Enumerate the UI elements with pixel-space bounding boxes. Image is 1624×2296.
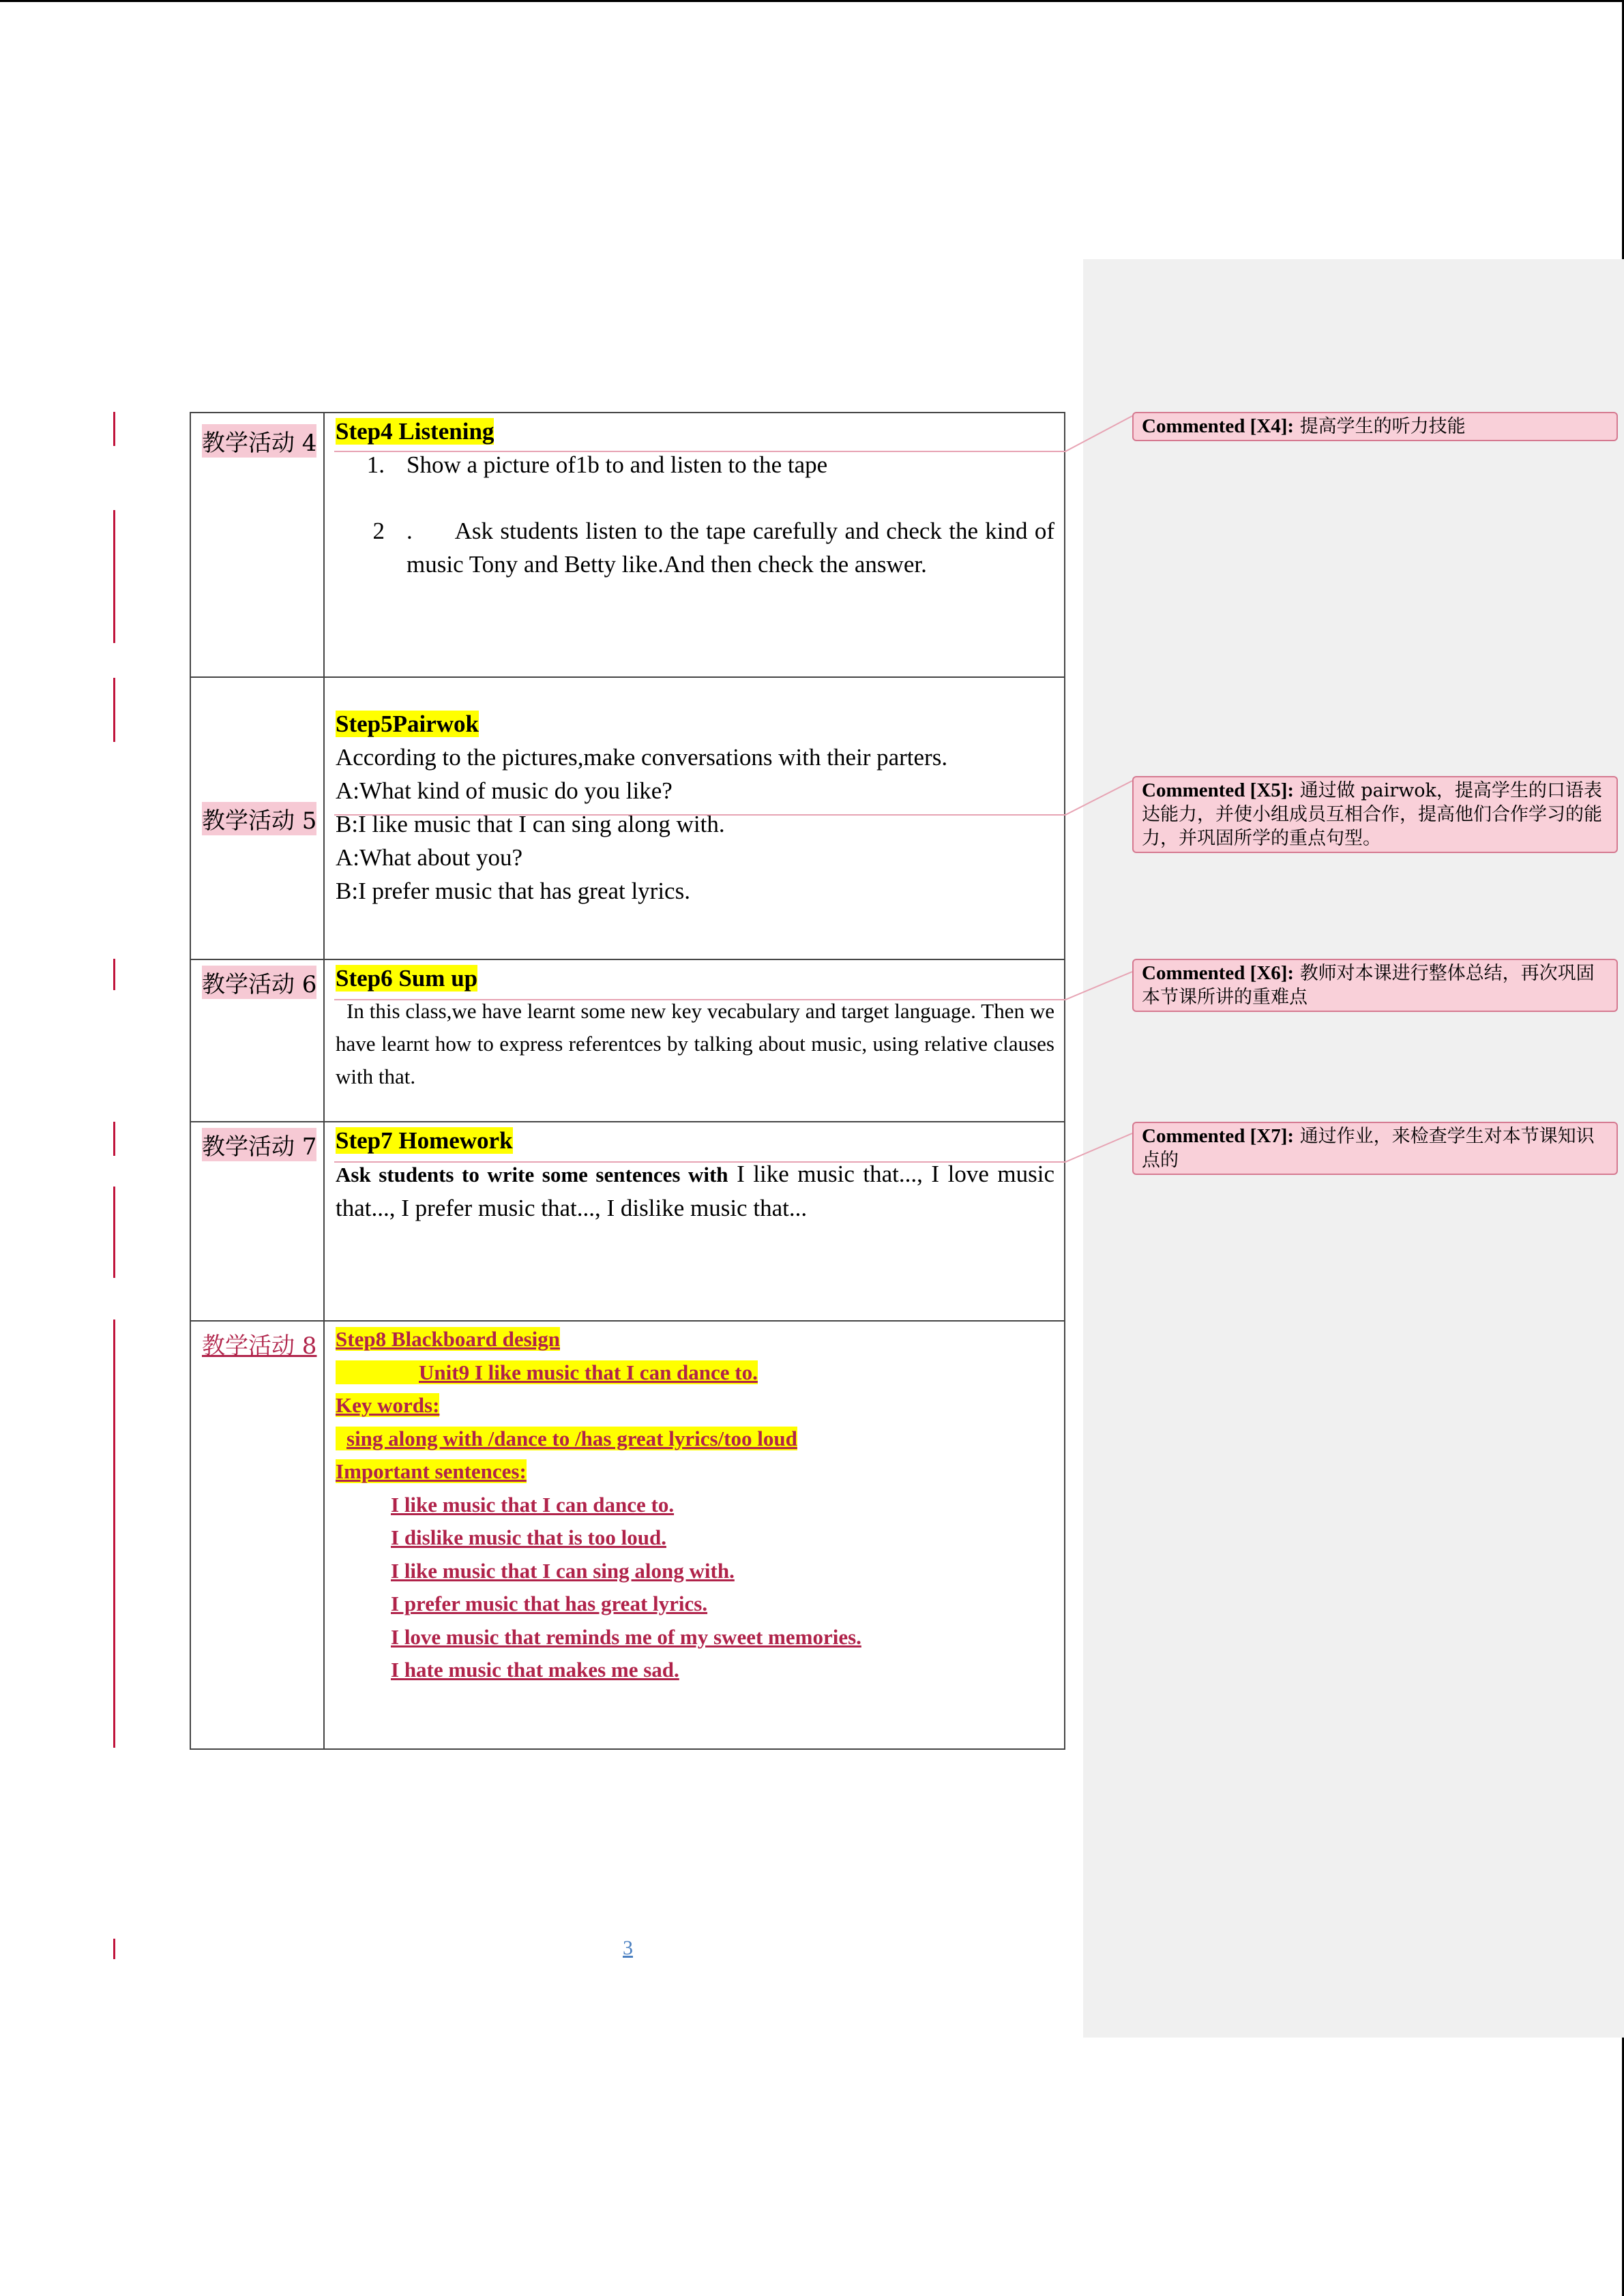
homework-text: I like music that..., I love music that..., I prefer music that..., I dislike music that...: [336, 1161, 1055, 1221]
list-item: Ask students listen to the tape carefully and check the kind of music Tony and Betty like.And then check the answer.: [407, 518, 1054, 578]
comment-x6[interactable]: Commented [X6]: 教师对本课进行整体总结，再次巩固本节课所讲的重难点: [1132, 959, 1618, 1012]
key-words-label: Key words:: [336, 1393, 440, 1417]
summary-text: In this class,we have learnt some new key vecabulary and target language. Then we have learnt how to express referentces by talking about music, using relative clauses with that.: [336, 999, 1054, 1088]
dialog-line: A:What kind of music do you like?: [336, 777, 673, 804]
sentence: I hate music that makes me sad.: [391, 1658, 679, 1682]
homework-intro: Ask students to write some sentences with: [336, 1163, 728, 1187]
table-row: 教学活动 4 Step4 Listening 1. Show a picture of1b to and listen to the tape 2 . Ask students listen to the tape carefully and check the kind of music Tony and Betty like.And then check the answer.: [190, 413, 1065, 677]
dialog-line: B:I prefer music that has great lyrics.: [336, 878, 690, 904]
unit-title: Unit9 I like music that I can dance to.: [336, 1360, 758, 1384]
row-label: 教学活动 7: [202, 1128, 316, 1161]
step-title: Step4 Listening: [336, 418, 494, 445]
dialog-line: According to the pictures,make conversations with their parters.: [336, 744, 948, 771]
comment-x7[interactable]: Commented [X7]: 通过作业，来检查学生对本节课知识点的: [1132, 1122, 1618, 1175]
row-label: 教学活动 4: [202, 424, 316, 458]
step-title: Step6 Sum up: [336, 965, 478, 992]
sentence: I like music that I can sing along with.: [391, 1558, 735, 1583]
key-words: sing along with /dance to /has great lyrics/too loud: [336, 1427, 797, 1450]
sentence: I dislike music that is too loud.: [391, 1525, 666, 1549]
row-label: 教学活动 6: [202, 966, 316, 999]
dialog-line: A:What about you?: [336, 844, 523, 871]
list-item: Show a picture of1b to and listen to the tape: [407, 451, 828, 478]
comment-x4[interactable]: Commented [X4]: 提高学生的听力技能: [1132, 412, 1618, 441]
step-title: Step7 Homework: [336, 1127, 513, 1154]
row-label: 教学活动 8: [202, 1332, 317, 1360]
important-sentences-label: Important sentences:: [336, 1459, 527, 1483]
comment-x5[interactable]: Commented [X5]: 通过做 pairwok，提高学生的口语表达能力，并使小组成员互相合作，提高他们合作学习的能力，并巩固所学的重点句型。: [1132, 776, 1618, 853]
sentence: I love music that reminds me of my sweet memories.: [391, 1624, 861, 1649]
step-title: Step5Pairwok: [336, 711, 479, 737]
sentence: I like music that I can dance to.: [391, 1492, 675, 1517]
sentence: I prefer music that has great lyrics.: [391, 1592, 708, 1615]
page-number: 3: [623, 1937, 633, 1959]
step-title: Step8 Blackboard design: [336, 1327, 561, 1351]
row-label: 教学活动 5: [202, 802, 316, 835]
dialog-line: B:I like music that I can sing along with.: [336, 811, 725, 837]
